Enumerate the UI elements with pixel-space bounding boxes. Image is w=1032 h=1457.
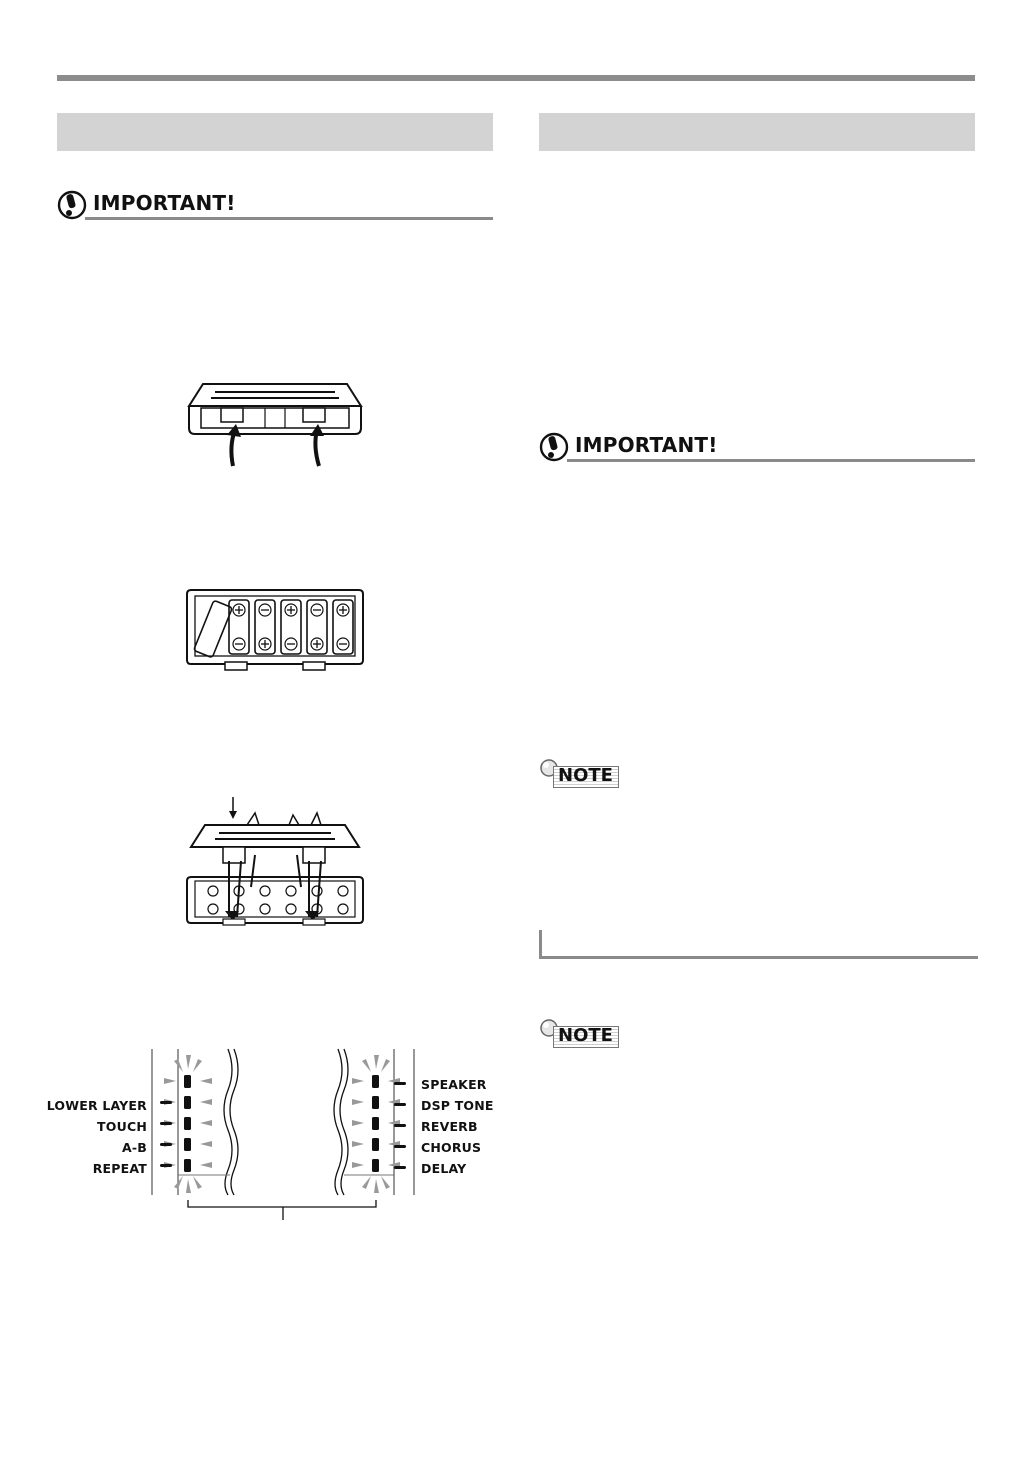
led-label-delay: DELAY [421, 1161, 467, 1176]
led-label-reverb: REVERB [421, 1119, 478, 1134]
note-label: NOTE [558, 765, 613, 786]
led-label-speaker: SPEAKER [421, 1077, 487, 1092]
battery-compartment-figure [185, 588, 365, 674]
battery-cover-replace-figure [185, 795, 365, 929]
led-label-a-b: A-B [122, 1140, 147, 1155]
important-icon [57, 190, 87, 220]
important-rule [85, 217, 493, 220]
led-label-touch: TOUCH [97, 1119, 147, 1134]
right-section-bar [539, 113, 975, 151]
battery-cover-release-figure [185, 380, 365, 470]
led-label-chorus: CHORUS [421, 1140, 482, 1155]
led-label-repeat: REPEAT [92, 1161, 147, 1176]
left-section-bar [57, 113, 493, 151]
sub-heading-box [539, 930, 978, 959]
note-heading-1 [539, 758, 629, 790]
important-rule [567, 459, 975, 462]
important-heading-left [57, 190, 493, 220]
note-badge [553, 1026, 619, 1048]
important-icon [539, 432, 569, 462]
important-label: IMPORTANT! [93, 191, 236, 215]
important-heading-right [539, 432, 975, 462]
indicator-panel-drawing [50, 1045, 500, 1225]
note-heading-2 [539, 1018, 629, 1050]
top-rule [57, 75, 975, 81]
led-label-dsp-tone: DSP TONE [421, 1098, 494, 1113]
note-badge [553, 766, 619, 788]
important-label: IMPORTANT! [575, 433, 718, 457]
led-label-lower-layer: LOWER LAYER [46, 1098, 147, 1113]
indicator-panel-figure [46, 1045, 500, 1225]
note-label: NOTE [558, 1025, 613, 1046]
